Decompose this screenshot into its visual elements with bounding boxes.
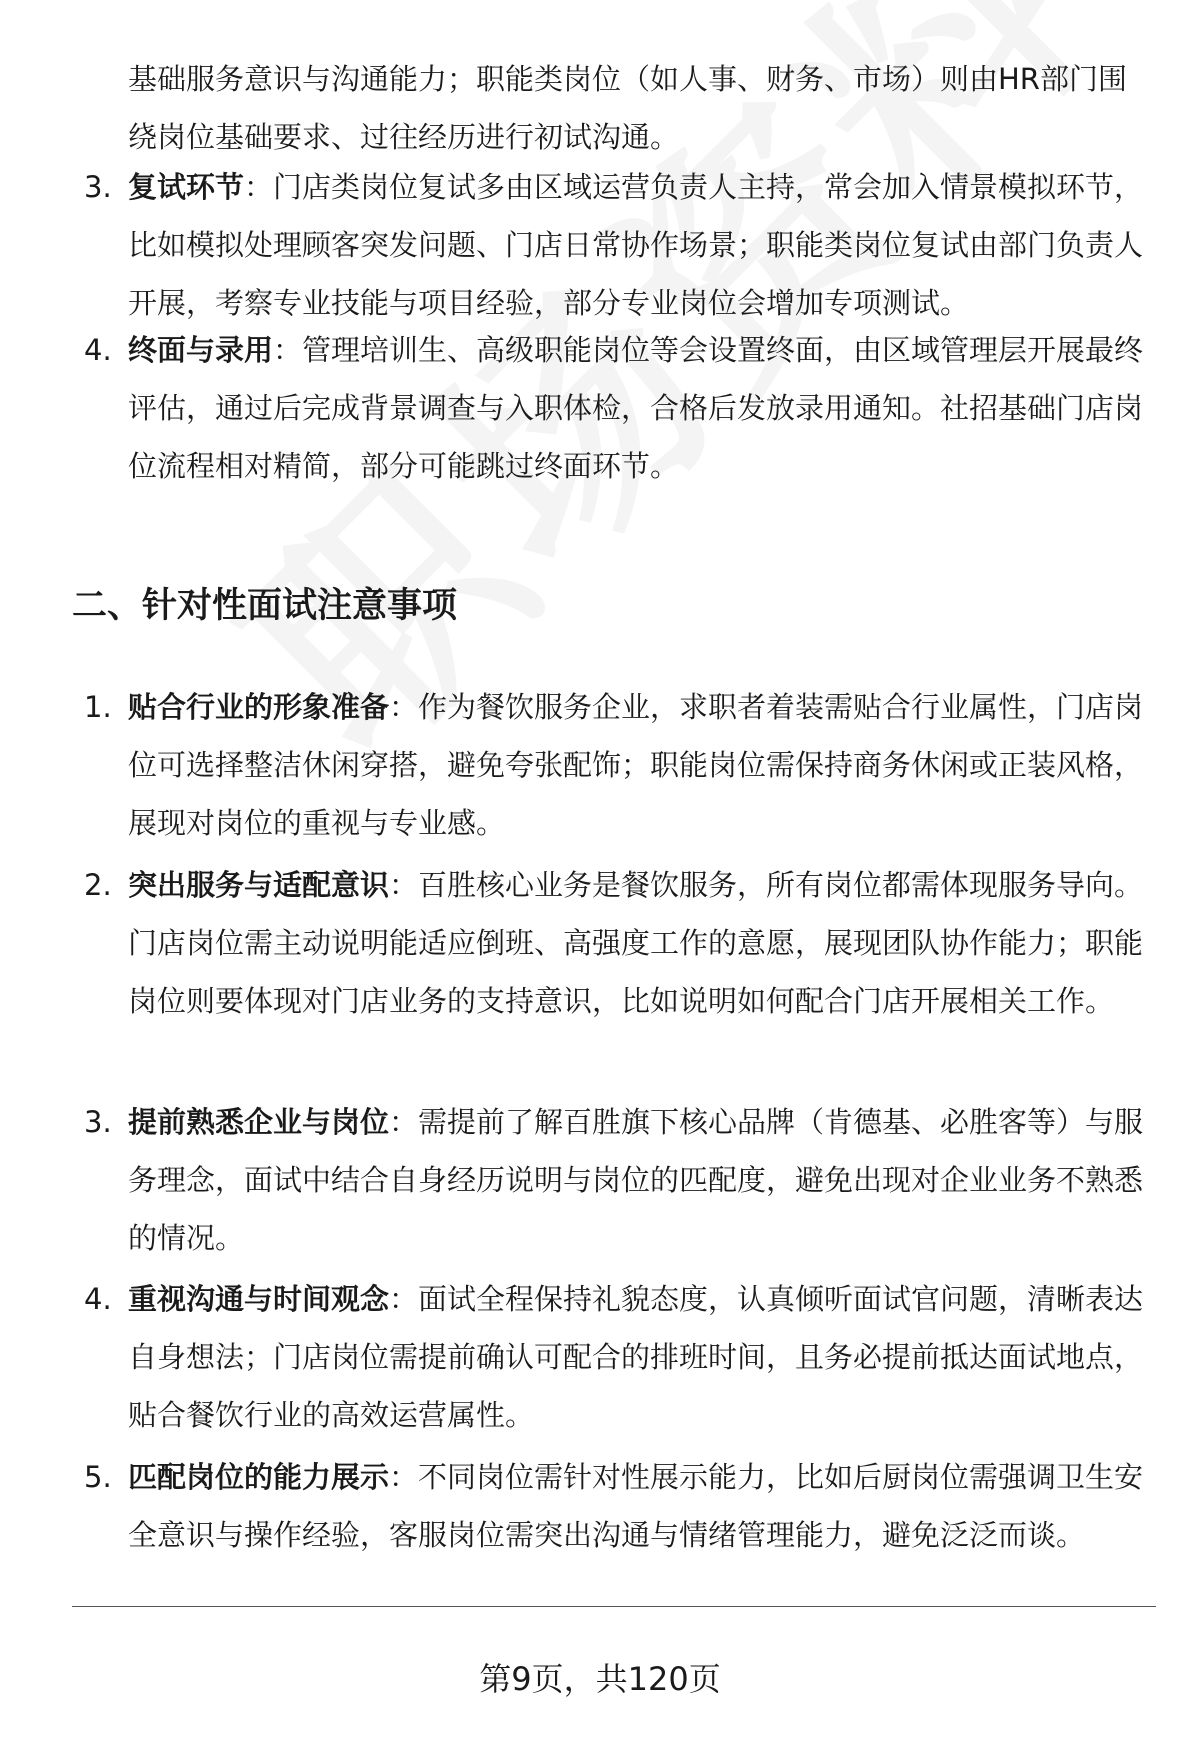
title-separator: ： [244,170,274,204]
item-title: 突出服务与适配意识 [128,868,390,902]
item-title: 贴合行业的形象准备 [128,690,390,724]
item-title: 复试环节 [128,170,245,204]
list-text [128,1093,1148,1267]
title-separator: ： [389,868,419,902]
item-body: 门店类岗位复试多由区域运营负责人主持，常会加入情景模拟环节，比如模拟处理顾客突发问题、门店日常协作场景；职能类岗位复试由部门负责人开展，考察专业技能与项目经验，部分专业岗位会增加专项测试。 [128,170,1144,320]
item-body: 不同岗位需针对性展示能力，比如后厨岗位需强调卫生安全意识与操作经验，客服岗位需突出沟通与情绪管理能力，避免泛泛而谈。 [128,1460,1144,1552]
item-title: 匹配岗位的能力展示 [128,1460,390,1494]
title-separator: ： [389,1282,419,1316]
list-number: 5. [84,1460,112,1494]
list-text [128,1270,1148,1444]
list-text [128,678,1148,852]
list-number: 1. [84,690,112,724]
section-heading: 二、针对性面试注意事项 [72,586,458,626]
list-text [128,856,1148,1030]
title-separator: ： [389,690,419,724]
item-body: 面试全程保持礼貌态度，认真倾听面试官问题，清晰表达自身想法；门店岗位需提前确认可配合的排班时间，且务必提前抵达面试地点，贴合餐饮行业的高效运营属性。 [128,1282,1144,1432]
list-number: 3. [84,1105,112,1139]
list-text [128,158,1148,332]
item-body: 作为餐饮服务企业，求职者着装需贴合行业属性，门店岗位可选择整洁休闲穿搭，避免夸张配饰；职能岗位需保持商务休闲或正装风格，展现对岗位的重视与专业感。 [128,690,1144,840]
item-title: 终面与录用 [128,333,274,367]
title-separator: ： [389,1105,419,1139]
list-text [128,321,1148,495]
item-body: 百胜核心业务是餐饮服务，所有岗位都需体现服务导向。门店岗位需主动说明能适应倒班、高强度工作的意愿，展现团队协作能力；职能岗位则要体现对门店业务的支持意识，比如说明如何配合门店开展相关工作。 [128,868,1144,1018]
list-number: 3. [84,170,112,204]
list-number: 4. [84,1282,112,1316]
item-body: 管理培训生、高级职能岗位等会设置终面，由区域管理层开展最终评估，通过后完成背景调查与入职体检，合格后发放录用通知。社招基础门店岗位流程相对精简，部分可能跳过终面环节。 [128,333,1144,483]
item-title: 提前熟悉企业与岗位 [128,1105,390,1139]
item-title: 重视沟通与时间观念 [128,1282,390,1316]
list-number: 2. [84,868,112,902]
page-number: 第9页，共120页 [479,1660,721,1698]
list-text [128,1448,1148,1564]
title-separator: ： [273,333,303,367]
continued-paragraph: 基础服务意识与沟通能力；职能类岗位（如人事、财务、市场）则由HR部门围绕岗位基础要求、过往经历进行初试沟通。 [128,62,1127,154]
list-number: 4. [84,333,112,367]
item-body: 需提前了解百胜旗下核心品牌（肯德基、必胜客等）与服务理念，面试中结合自身经历说明与岗位的匹配度，避免出现对企业业务不熟悉的情况。 [128,1105,1144,1255]
footer-divider [72,1606,1156,1607]
title-separator: ： [389,1460,419,1494]
